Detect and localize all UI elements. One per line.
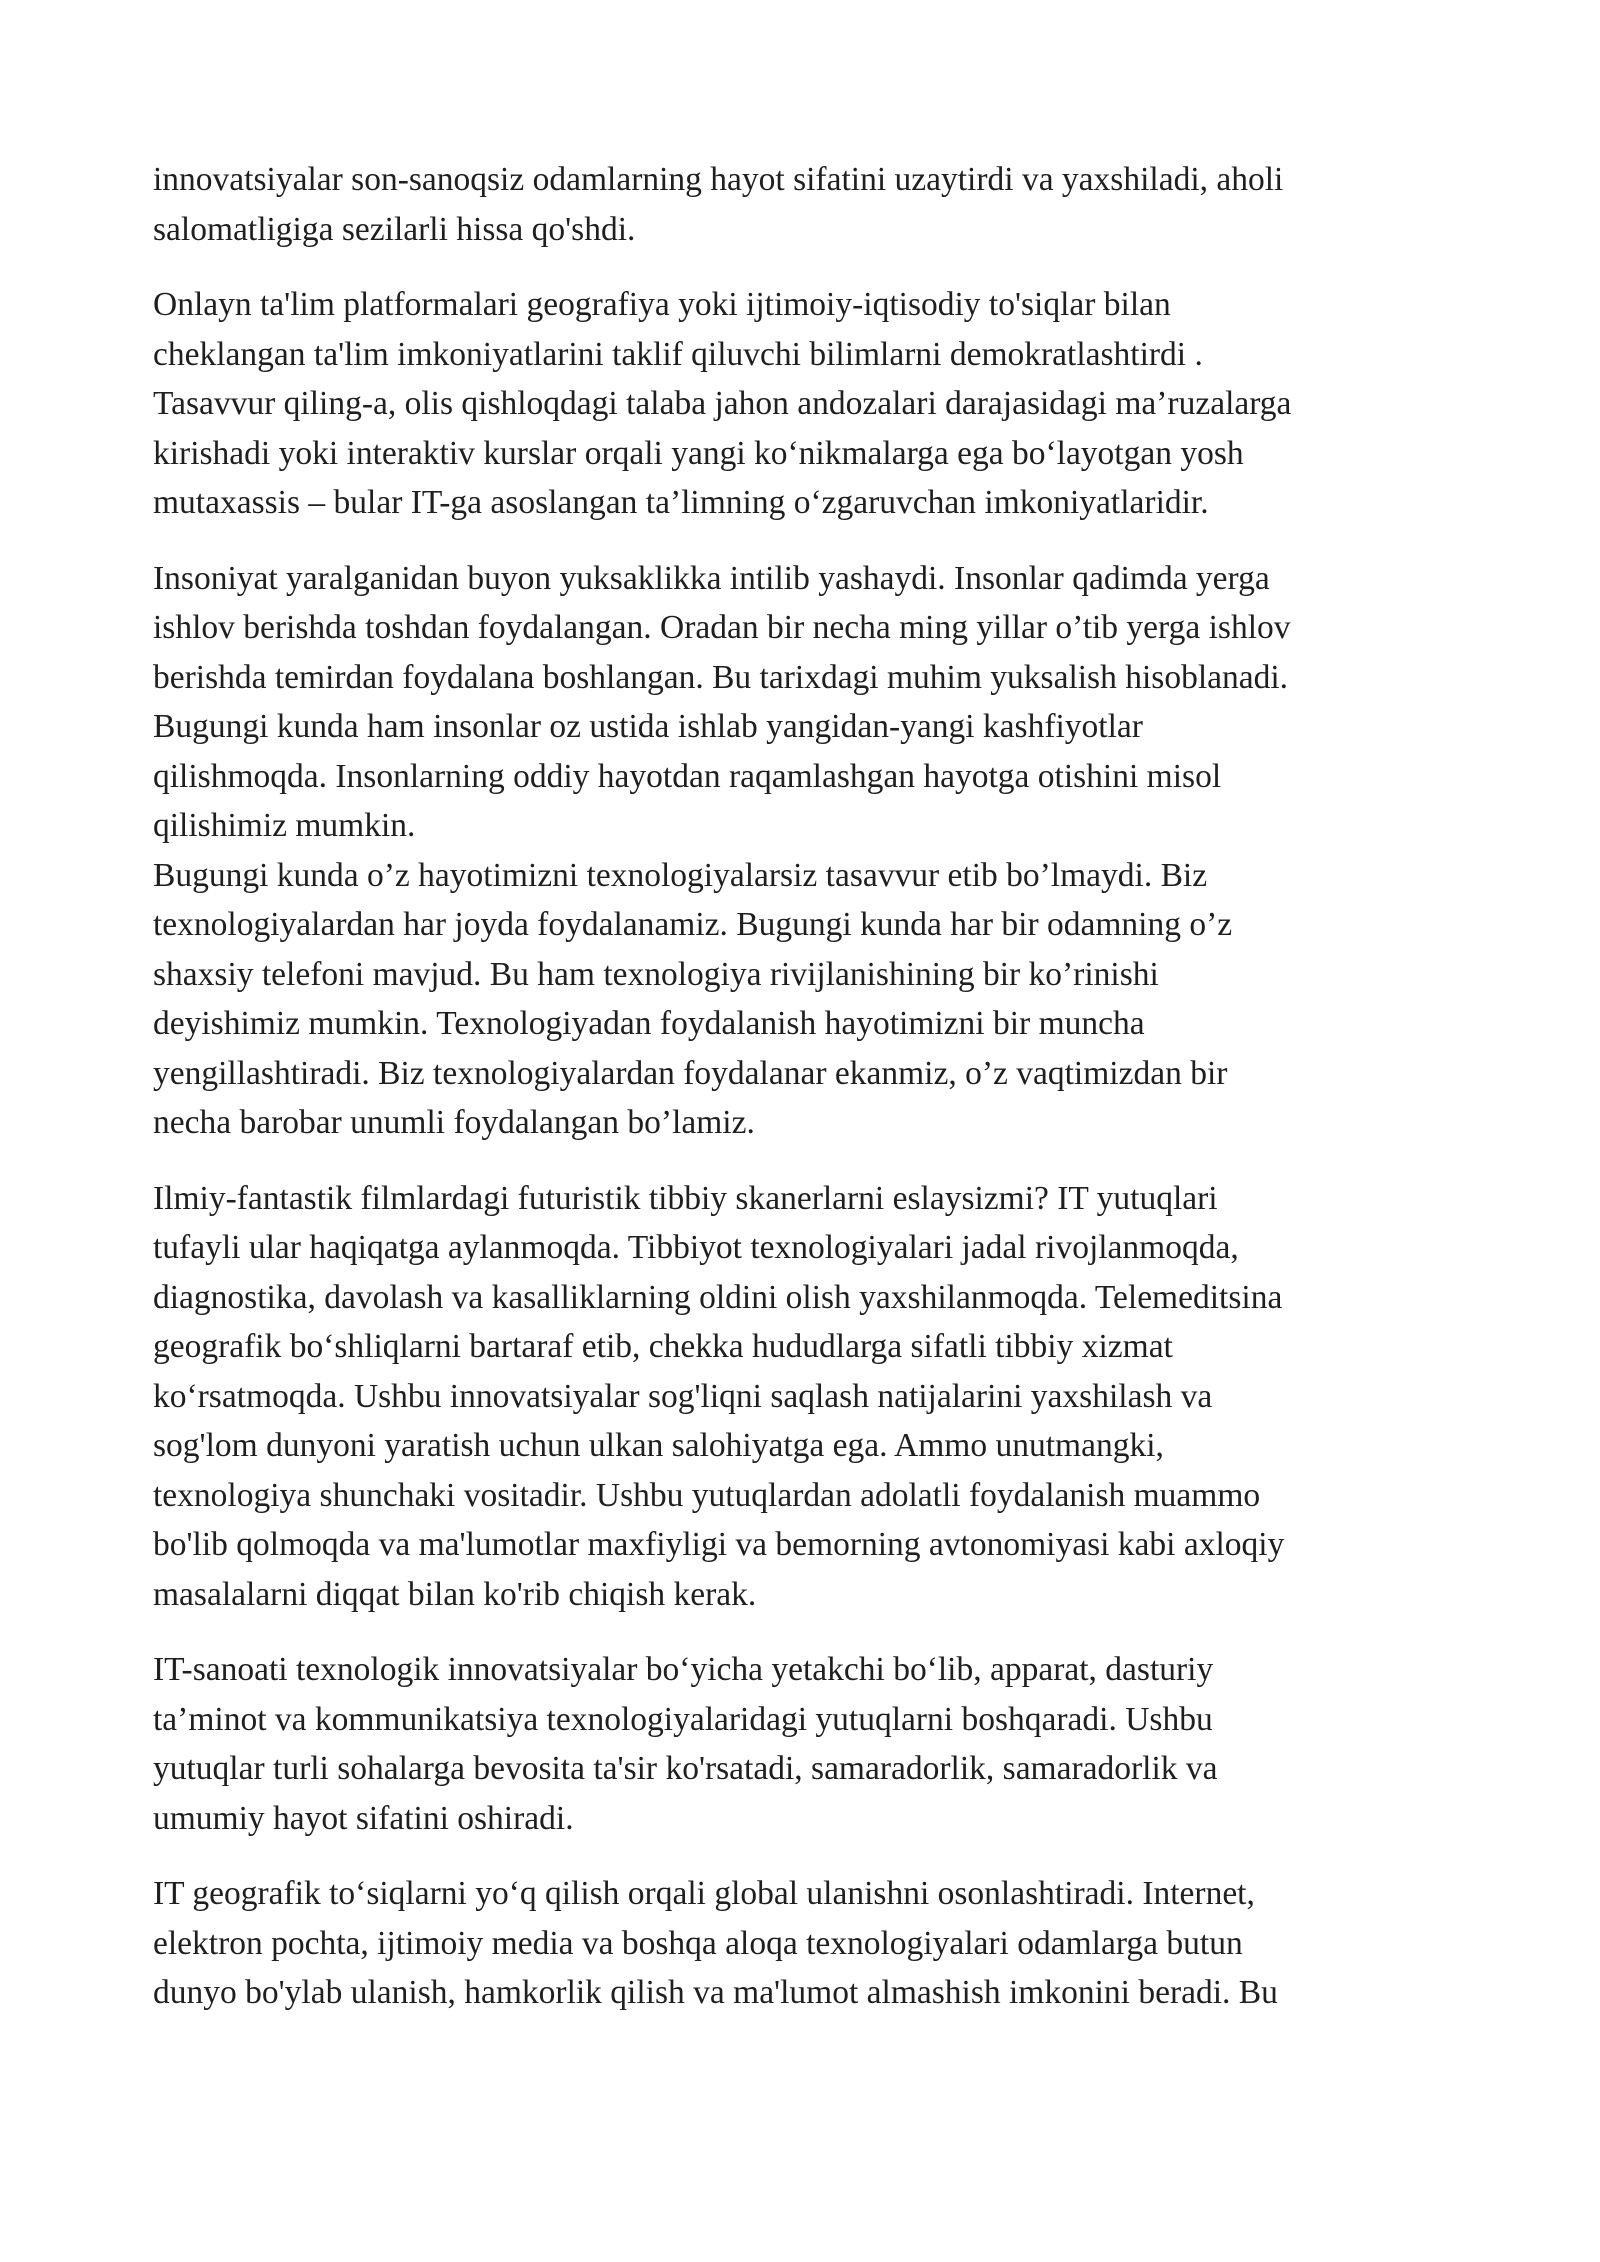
paragraph-6: IT-sanoati texnologik innovatsiyalar bo‘yicha yetakchi bo‘lib, apparat, dasturiy ta’minot va kommunikatsiya texnologiyalaridagi yutuqlarni boshqaradi. Ushbu yutuqlar turli sohalarga bevosita ta'sir ko'rsatadi, samaradorlik, samaradorlik va umumiy hayot sifatini oshiradi. [153,1651,1218,1837]
paragraph-4: Bugungi kunda o’z hayotimizni texnologiyalarsiz tasavvur etib bo’lmaydi. Biz texnologiyalardan har joyda foydalanamiz. Bugungi kunda har bir odamning o’z shaxsiy telefoni mavjud. Bu ham texnologiya rivijlanishining bir ko’rinishi deyishimiz mumkin. Texnologiyadan foydalanish hayotimizni bir muncha yengillashtiradi. Biz texnologiyalardan foydalanar ekanmiz, o’z vaqtimizdan bir necha barobar unumli foydalangan bo’lamiz. [153,856,1233,1141]
paragraph-7: IT geografik to‘siqlarni yo‘q qilish orqali global ulanishni osonlashtiradi. Internet, elektron pochta, ijtimoiy media va boshqa aloqa texnologiyalari odamlarga butun dunyo bo'ylab ulanish, hamkorlik qilish va ma'lumot almashish imkonini beradi. Bu [153,1875,1278,2011]
paragraph-1: innovatsiyalar son-sanoqsiz odamlarning hayot sifatini uzaytirdi va yaxshiladi, aholi salomatligiga sezilarli hissa qo'shdi. [153,161,1284,248]
paragraph-3: Insoniyat yaralganidan buyon yuksaklikka intilib yashaydi. Insonlar qadimda yerga ishlov berishda toshdan foydalangan. Oradan bir necha ming yillar o’tib yerga ishlov berishda temirdan foydalana boshlangan. Bu tarixdagi muhim yuksalish hisoblanadi. Bugungi kunda ham insonlar oz ustida ishlab yangidan-yangi kashfiyotlar qilishmoqda. Insonlarning oddiy hayotdan raqamlashgan hayotga otishini misol qilishimiz mumkin. [153,559,1291,844]
paragraph-2: Onlayn ta'lim platformalari geografiya yoki ijtimoiy-iqtisodiy to'siqlar bilan cheklangan ta'lim imkoniyatlarini taklif qiluvchi bilimlarni demokratlashtirdi . Tasavvur qiling-a, olis qishloqdagi talaba jahon andozalari darajasidagi ma’ruzalarga kirishadi yoki interaktiv kurslar orqali yangi ko‘nikmalarga ega bo‘layotgan yosh mutaxassis – bular IT-ga asoslangan ta’limning o‘zgaruvchan imkoniyatlaridir. [153,286,1292,521]
paragraph-5: Ilmiy-fantastik filmlardagi futuristik tibbiy skanerlarni eslaysizmi? IT yutuqlari tufayli ular haqiqatga aylanmoqda. Tibbiyot texnologiyalari jadal rivojlanmoqda, diagnostika, davolash va kasalliklarning oldini olish yaxshilanmoqda. Telemeditsina geografik bo‘shliqlarni bartaraf etib, chekka hududlarga sifatli tibbiy xizmat ko‘rsatmoqda. Ushbu innovatsiyalar sog'liqni saqlash natijalarini yaxshilash va sog'lom dunyoni yaratish uchun ulkan salohiyatga ega. Ammo unutmangki, texnologiya shunchaki vositadir. Ushbu yutuqlardan adolatli foydalanish muammo bo'lib qolmoqda va ma'lumotlar maxfiyligi va bemorning avtonomiyasi kabi axloqiy masalalarni diqqat bilan ko'rib chiqish kerak. [153,1179,1285,1613]
document-body [153,155,1448,2044]
